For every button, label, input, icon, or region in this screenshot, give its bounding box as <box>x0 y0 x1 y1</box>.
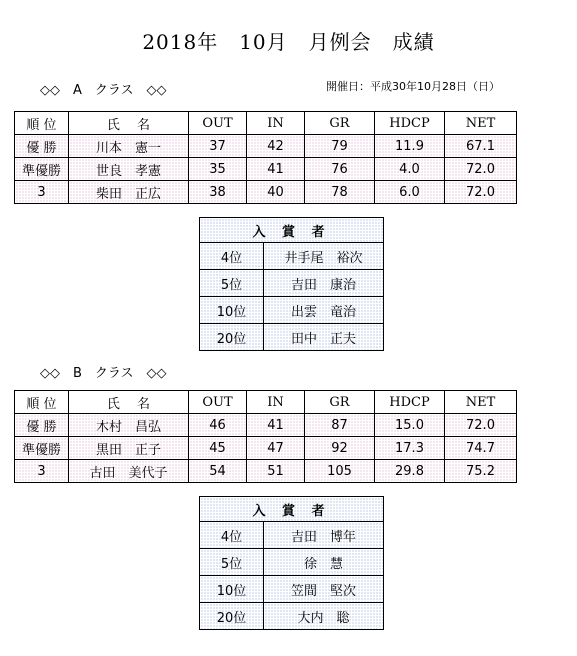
cell-name: 木村 昌弘 <box>69 414 189 437</box>
cell-in: 51 <box>247 460 305 483</box>
header-rank: 順 位 <box>15 391 69 414</box>
header-hdcp: HDCP <box>375 112 445 135</box>
cell-rank: 優 勝 <box>15 135 69 158</box>
award-row <box>200 576 384 603</box>
award-rank: 20位 <box>200 603 264 630</box>
cell-name: 古田 美代子 <box>69 460 189 483</box>
cell-net: 74.7 <box>445 437 517 460</box>
table-row <box>15 414 517 437</box>
class-a-score-table <box>14 111 517 204</box>
cell-name: 世良 孝憲 <box>69 158 189 181</box>
header-in: IN <box>247 391 305 414</box>
cell-gr: 105 <box>305 460 375 483</box>
cell-hdcp: 17.3 <box>375 437 445 460</box>
cell-hdcp: 29.8 <box>375 460 445 483</box>
header-out: OUT <box>189 112 247 135</box>
award-rank: 20位 <box>200 324 264 351</box>
award-row <box>200 270 384 297</box>
award-rank: 4位 <box>200 522 264 549</box>
class-b-score-table <box>14 390 517 483</box>
held-date: 開催日：平成30年10月28日（日） <box>326 80 500 93</box>
cell-rank: 準優勝 <box>15 437 69 460</box>
header-rank: 順 位 <box>15 112 69 135</box>
header-name: 氏 名 <box>69 391 189 414</box>
cell-name: 黒田 正子 <box>69 437 189 460</box>
cell-rank: 優 勝 <box>15 414 69 437</box>
award-name: 井手尾 裕次 <box>264 243 384 270</box>
cell-gr: 92 <box>305 437 375 460</box>
page-title: 2018年 10月 月例会 成績 <box>142 30 435 54</box>
cell-gr: 76 <box>305 158 375 181</box>
cell-in: 41 <box>247 414 305 437</box>
cell-out: 54 <box>189 460 247 483</box>
class-a-awards-table <box>199 217 384 351</box>
cell-net: 75.2 <box>445 460 517 483</box>
award-rank: 10位 <box>200 576 264 603</box>
table-row <box>15 158 517 181</box>
cell-in: 41 <box>247 158 305 181</box>
cell-name: 柴田 正広 <box>69 181 189 204</box>
cell-in: 40 <box>247 181 305 204</box>
cell-gr: 78 <box>305 181 375 204</box>
table-row <box>15 460 517 483</box>
table-header-row <box>15 391 517 414</box>
cell-net: 72.0 <box>445 158 517 181</box>
table-row <box>15 437 517 460</box>
table-row <box>15 135 517 158</box>
class-b-label: ◇◇ B クラス ◇◇ <box>40 366 167 381</box>
award-row <box>200 549 384 576</box>
award-row <box>200 243 384 270</box>
header-gr: GR <box>305 391 375 414</box>
header-name: 氏 名 <box>69 112 189 135</box>
header-net: NET <box>445 391 517 414</box>
cell-out: 37 <box>189 135 247 158</box>
award-name: 田中 正夫 <box>264 324 384 351</box>
class-b-awards-table <box>199 496 384 630</box>
award-name: 吉田 博年 <box>264 522 384 549</box>
awards-header: 入 賞 者 <box>200 497 384 522</box>
table-header-row <box>15 112 517 135</box>
cell-net: 72.0 <box>445 414 517 437</box>
award-rank: 10位 <box>200 297 264 324</box>
header-in: IN <box>247 112 305 135</box>
cell-in: 47 <box>247 437 305 460</box>
cell-rank: 3 <box>15 181 69 204</box>
cell-out: 38 <box>189 181 247 204</box>
award-name: 大内 聡 <box>264 603 384 630</box>
cell-net: 67.1 <box>445 135 517 158</box>
award-name: 笠間 堅次 <box>264 576 384 603</box>
award-row <box>200 297 384 324</box>
award-row <box>200 324 384 351</box>
header-gr: GR <box>305 112 375 135</box>
cell-name: 川本 憲一 <box>69 135 189 158</box>
cell-rank: 準優勝 <box>15 158 69 181</box>
cell-rank: 3 <box>15 460 69 483</box>
cell-hdcp: 4.0 <box>375 158 445 181</box>
award-name: 徐 慧 <box>264 549 384 576</box>
award-name: 吉田 康治 <box>264 270 384 297</box>
cell-hdcp: 6.0 <box>375 181 445 204</box>
cell-gr: 87 <box>305 414 375 437</box>
cell-in: 42 <box>247 135 305 158</box>
cell-out: 46 <box>189 414 247 437</box>
cell-hdcp: 11.9 <box>375 135 445 158</box>
table-row <box>15 181 517 204</box>
cell-out: 45 <box>189 437 247 460</box>
header-net: NET <box>445 112 517 135</box>
cell-gr: 79 <box>305 135 375 158</box>
header-hdcp: HDCP <box>375 391 445 414</box>
award-rank: 5位 <box>200 270 264 297</box>
awards-header: 入 賞 者 <box>200 218 384 243</box>
class-a-label: ◇◇ A クラス ◇◇ <box>40 83 167 98</box>
award-rank: 4位 <box>200 243 264 270</box>
award-name: 出雲 竜治 <box>264 297 384 324</box>
award-row <box>200 603 384 630</box>
header-out: OUT <box>189 391 247 414</box>
award-row <box>200 522 384 549</box>
cell-out: 35 <box>189 158 247 181</box>
cell-net: 72.0 <box>445 181 517 204</box>
cell-hdcp: 15.0 <box>375 414 445 437</box>
award-rank: 5位 <box>200 549 264 576</box>
